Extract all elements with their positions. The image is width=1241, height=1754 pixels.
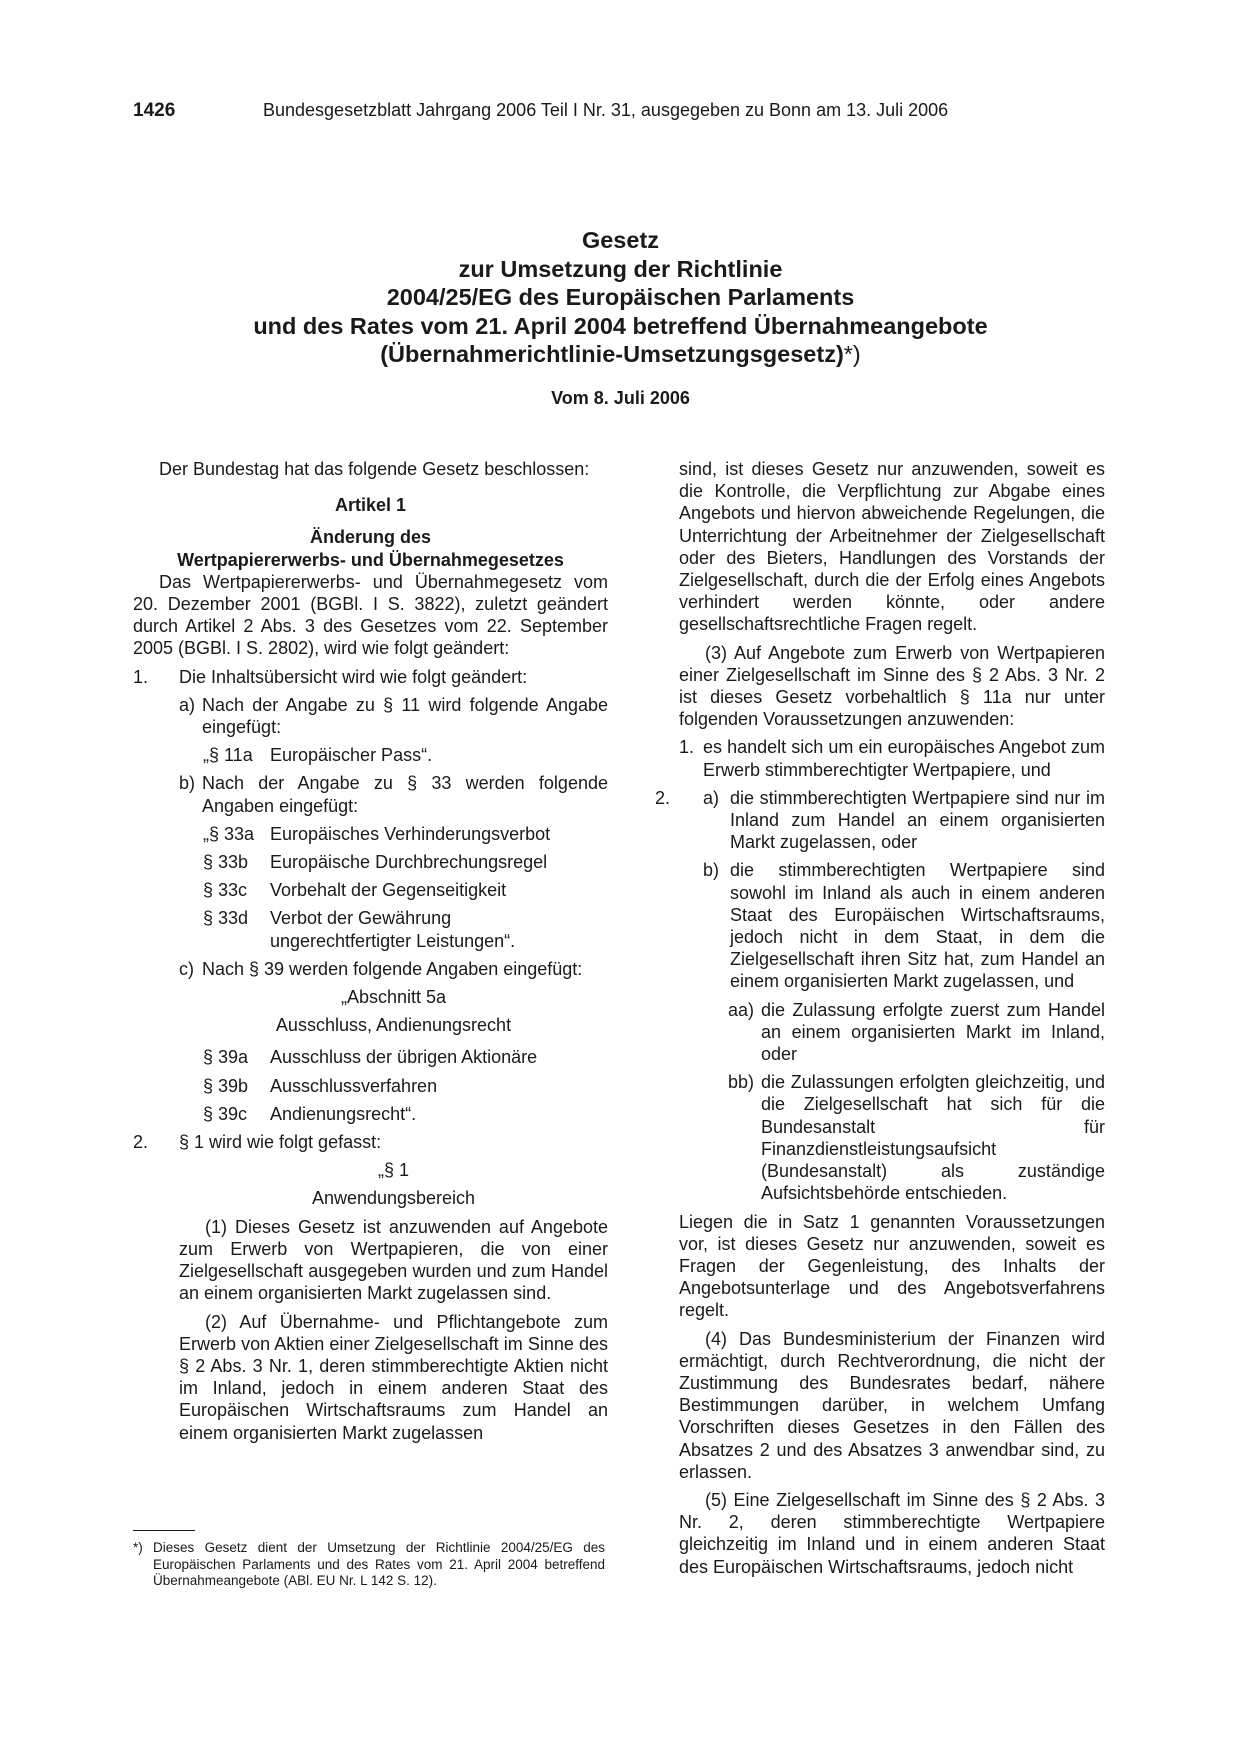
- law-title: [133, 226, 1108, 369]
- footnote-ref: *): [843, 341, 861, 367]
- paragraph-4: (4) Das Bundesministerium der Finanzen wird ermächtigt, durch Rechtverordnung, die nicht der Zustimmung des Bundesrates bedarf, nähere Bestimmungen darüber, in welchem Umfang Vorschriften dieses Gesetzes in den Fällen des Absatzes 2 und des Absatzes 3 anwendbar sind, zu erlassen.: [679, 1328, 1105, 1482]
- paragraph-2-continued: sind, ist dieses Gesetz nur anzuwenden, soweit es die Kontrolle, die Verpflichtung zur Abgabe eines Angebots und hiervon abweichende Regelungen, die Unterrichtung der Arbeitnehmer der Zielgesellschaft oder des Bieters, Handlungen des Vorstands der Zielgesellschaft, durch die der Erfolg eines Angebots verhindert werden könnte, oder andere gesellschaftsrechtliche Fragen regelt.: [679, 459, 1105, 635]
- title-line-1: Gesetz: [581, 227, 660, 253]
- section-text: Ausschlussverfahren: [270, 1075, 438, 1096]
- title-line-2: zur Umsetzung der Richtlinie: [458, 255, 783, 282]
- law-date: Vom 8. Juli 2006: [551, 388, 690, 408]
- intro-text: Der Bundestag hat das folgende Gesetz beschlossen:: [159, 459, 590, 479]
- footnote-divider: [133, 1530, 195, 1531]
- article-title-1: Änderung des: [309, 527, 431, 548]
- item-1c-label: c): [179, 958, 194, 979]
- section-entry: [133, 851, 608, 873]
- item-1b-label: b): [179, 773, 196, 794]
- condition-bb-text: die Zulassungen erfolgten gleichzeitig, und die Zielgesellschaft hat sich für die Bundesanstalt für Finanzdienstleistungsaufsicht (Bundesanstalt) als zuständige Aufsichtsbehörde entschieden.: [761, 1072, 1105, 1204]
- title-line-5-text: (Übernahmerichtlinie-Umsetzungsgesetz): [380, 341, 844, 367]
- condition-1: [679, 736, 1105, 780]
- item-2-text: § 1 wird wie folgt gefasst:: [179, 1132, 382, 1153]
- section-entry: [133, 879, 608, 901]
- section-label: § 39b: [203, 1075, 249, 1096]
- title-line-5: [133, 340, 1108, 369]
- section-text: Andienungsrecht“.: [270, 1103, 417, 1124]
- article-text: Das Wertpapiererwerbs- und Übernahmegesetz vom 20. Dezember 2001 (BGBl. I S. 3822), zuletzt geändert durch Artikel 2 Abs. 3 des Gesetzes vom 22. September 2005 (BGBl. I S. 2802), wird wie folgt geändert:: [133, 571, 608, 659]
- item-1c: [133, 958, 608, 980]
- article-title-2: Wertpapiererwerbs- und Übernahmegesetzes: [177, 549, 564, 570]
- section-label: „§ 33a: [203, 823, 255, 844]
- condition-2a-text: die stimmberechtigten Wertpapiere sind nur im Inland zum Handel an einem organisierten Markt zugelassen, oder: [730, 787, 1105, 853]
- condition-2a: [655, 787, 1105, 854]
- item-1: [133, 666, 608, 688]
- item-2-label: 2.: [133, 1132, 149, 1153]
- section-label: § 33b: [203, 852, 249, 873]
- running-head: Bundesgesetzblatt Jahrgang 2006 Teil I Nr. 31, ausgegeben zu Bonn am 13. Juli 2006: [263, 100, 949, 120]
- condition-2a-label: a): [703, 787, 720, 808]
- section-entry: [133, 1046, 608, 1068]
- paragraph-5: (5) Eine Zielgesellschaft im Sinne des § 2 Abs. 3 Nr. 2, deren stimmberechtigte Wertpapiere gleichzeitig im Inland und in einem anderen Staat des Europäischen Wirtschaftsraums, jedoch nicht: [679, 1489, 1105, 1577]
- section-label: § 39a: [203, 1047, 249, 1068]
- article-heading: Artikel 1: [334, 495, 407, 516]
- section-text: Europäisches Verhinderungsverbot: [270, 823, 551, 844]
- condition-aa-text: die Zulassung erfolgte zuerst zum Handel an einem organisierten Markt im Inland, oder: [761, 999, 1105, 1065]
- paragraph-3-closing: Liegen die in Satz 1 genannten Voraussetzungen vor, ist dieses Gesetz nur anzuwenden, soweit es Fragen der Gegenleistung, des Inhalts der Angebotsunterlage und des Angebotsverfahrens regelt.: [679, 1211, 1105, 1321]
- item-1b-text: Nach der Angabe zu § 33 werden folgende Angaben eingefügt:: [202, 773, 608, 816]
- item-1-text: Die Inhaltsübersicht wird wie folgt geändert:: [179, 666, 528, 687]
- item-1b: [133, 772, 608, 816]
- footnote-text: Dieses Gesetz dient der Umsetzung der Richtlinie 2004/25/EG des Europäischen Parlaments und des Rates vom 21. April 2004 betreffend Übernahmeangebote (ABl. EU Nr. L 142 S. 12).: [153, 1540, 605, 1588]
- section-entry: [133, 907, 608, 951]
- condition-aa-label: aa): [728, 999, 755, 1020]
- footnote-label: *): [133, 1540, 143, 1555]
- title-line-4: und des Rates vom 21. April 2004 betreffend Übernahmeangebote: [253, 312, 988, 339]
- footnote: [133, 1540, 605, 1590]
- condition-2b: [679, 859, 1105, 992]
- condition-aa: [679, 999, 1105, 1066]
- page-number: 1426: [133, 100, 176, 121]
- paragraph-heading: „§ 1: [377, 1160, 410, 1181]
- condition-1-label: 1.: [679, 737, 695, 758]
- item-1a-label: a): [179, 694, 196, 715]
- abschnitt-heading: „Abschnitt 5a: [340, 987, 447, 1008]
- condition-bb: [679, 1071, 1105, 1204]
- paragraph-2: (2) Auf Übernahme- und Pflichtangebote zum Erwerb von Aktien einer Zielgesellschaft im Sinne des § 2 Abs. 3 Nr. 1, deren stimmberechtigte Aktien nicht im Inland, jedoch in einem anderen Staat des Europäischen Wirtschaftsraums zum Handel an einem organisierten Markt zugelassen: [179, 1311, 608, 1443]
- paragraph-title: Anwendungsbereich: [311, 1188, 476, 1209]
- section-entry: [133, 744, 608, 766]
- condition-2b-text: die stimmberechtigten Wertpapiere sind sowohl im Inland als auch in einem anderen Staat des Europäischen Wirtschaftsraums, jedoch nicht in dem Staat, in dem die Zielgesellschaft ihren Sitz hat, zum Handel an einem organisierten Markt zugelassen, und: [730, 860, 1105, 992]
- item-1a: [133, 694, 608, 738]
- paragraph-3: (3) Auf Angebote zum Erwerb von Wertpapieren einer Zielgesellschaft im Sinne des § 2 Abs. 3 Nr. 2 ist dieses Gesetz vorbehaltlich § 11a nur unter folgenden Voraussetzungen anzuwenden:: [679, 642, 1105, 730]
- left-column: [133, 458, 608, 1450]
- item-1a-text: Nach der Angabe zu § 11 wird folgende Angabe eingefügt:: [202, 694, 608, 738]
- abschnitt-title: Ausschluss, Andienungsrecht: [275, 1015, 512, 1036]
- section-label: § 33c: [203, 880, 248, 901]
- item-1-label: 1.: [133, 666, 149, 687]
- paragraph-1: (1) Dieses Gesetz ist anzuwenden auf Angebote zum Erwerb von Wertpapieren, die von einer Zielgesellschaft ausgegeben wurden und zum Handel an einem organisierten Markt zugelassen sind.: [179, 1216, 608, 1304]
- condition-2b-label: b): [703, 860, 720, 881]
- section-entry: [133, 1075, 608, 1097]
- section-text: Europäische Durchbrechungsregel: [270, 852, 548, 873]
- title-line-3: 2004/25/EG des Europäischen Parlaments: [386, 284, 855, 310]
- section-entry: [133, 1103, 608, 1125]
- section-label: „§ 11a: [203, 745, 253, 766]
- section-text: Verbot der Gewährung ungerechtfertigter Leistungen“.: [270, 908, 516, 951]
- section-label: § 33d: [203, 908, 249, 929]
- item-1c-text: Nach § 39 werden folgende Angaben eingefügt:: [202, 958, 583, 979]
- item-2: [133, 1131, 608, 1153]
- section-text: Ausschluss der übrigen Aktionäre: [270, 1047, 538, 1068]
- condition-2-label: 2.: [655, 787, 671, 808]
- right-column: [655, 458, 1105, 1584]
- condition-1-text: es handelt sich um ein europäisches Angebot zum Erwerb stimmberechtigter Wertpapiere, und: [703, 737, 1105, 780]
- section-text: Europäischer Pass“.: [270, 745, 433, 766]
- condition-bb-label: bb): [728, 1072, 755, 1093]
- section-text: Vorbehalt der Gegenseitigkeit: [270, 880, 507, 901]
- section-entry: [133, 823, 608, 845]
- section-label: § 39c: [203, 1103, 248, 1124]
